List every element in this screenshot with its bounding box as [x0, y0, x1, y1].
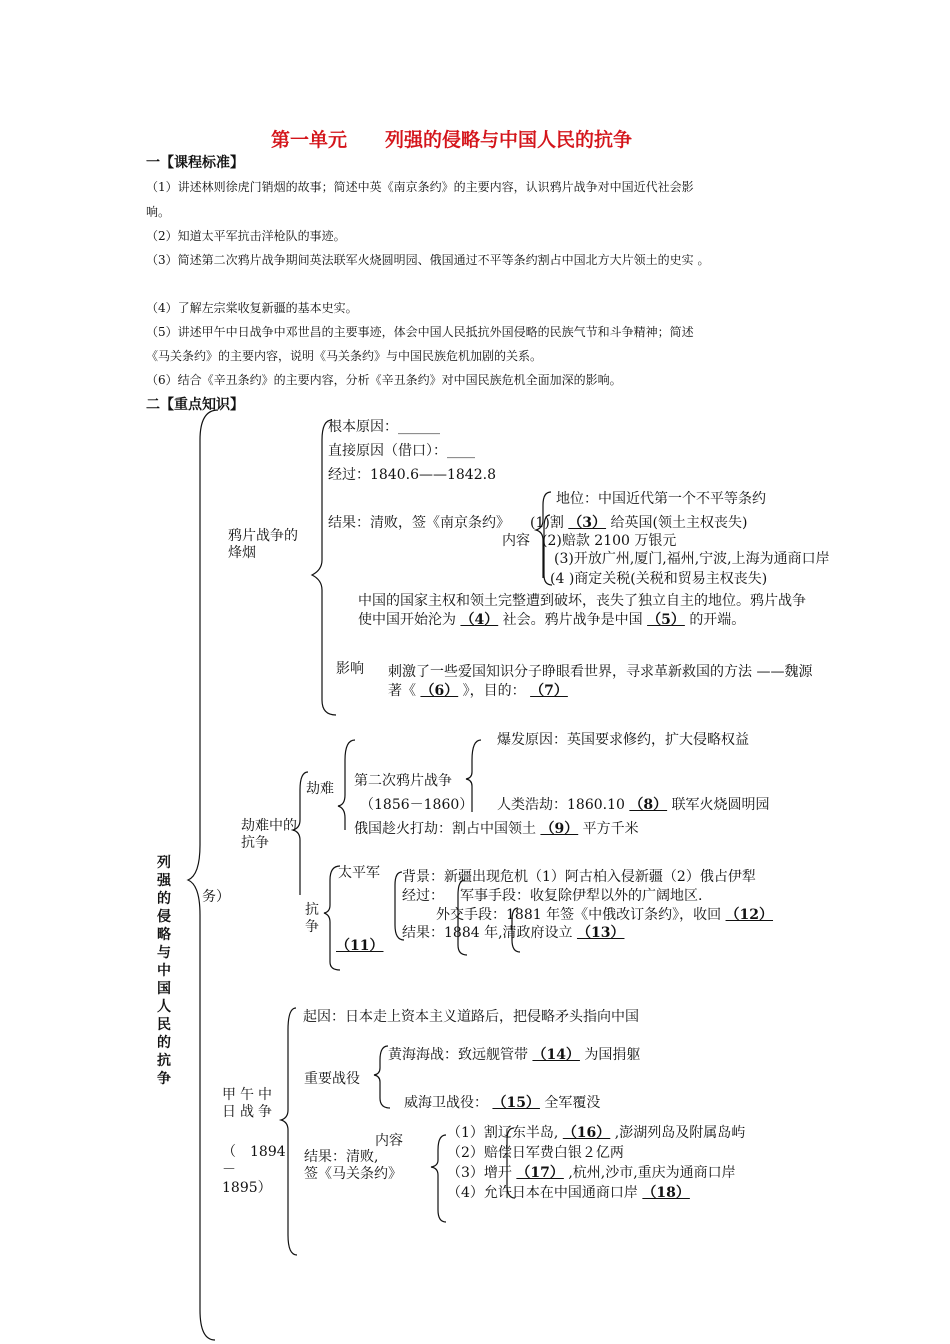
sino-japan-years-start: （ 1894 — [222, 1144, 286, 1160]
blank-16: （16） — [562, 1125, 611, 1141]
maguan-content-label: 内容 — [375, 1133, 403, 1149]
opium-impact-label: 影响 — [336, 661, 364, 677]
blank-14: （14） — [532, 1047, 580, 1063]
impact4-c: 》，目的： — [462, 683, 526, 699]
opium-impact-4 — [388, 680, 568, 700]
blank-4: （4） — [460, 612, 499, 628]
maguan-item-4 — [447, 1182, 690, 1202]
dipl-a: 外交手段：1881 年签《中俄改订条约》，收回 — [436, 907, 722, 923]
nanjing-content-3: (3)开放广州,厦门,福州,宁波,上海为通商口岸 — [554, 551, 830, 567]
xinjiang-diplomacy — [436, 904, 773, 924]
opium-direct-cause: 直接原因（借口）：____ — [328, 443, 475, 459]
nanjing-status: 地位：中国近代第一个不平等条约 — [556, 491, 766, 507]
maguan-item-3 — [447, 1162, 736, 1182]
opium-war-label: 鸦片战争的烽烟 — [228, 528, 298, 561]
impact4-a: 著《 — [388, 683, 416, 699]
war2-years: （1856－1860） — [360, 797, 474, 813]
calamity-c: 联军火烧圆明园 — [671, 797, 770, 813]
calamity-a: 人类浩劫：1860.10 — [497, 797, 625, 813]
maguan-brace — [431, 1135, 446, 1222]
sino-japan-result-2: 签《马关条约》 — [304, 1166, 402, 1182]
war2-calamity — [497, 794, 770, 814]
curriculum-item-1: （1）讲述林则徐虎门销烟的故事；简述中英《南京条约》的主要内容，认识鸦片战争对中国近代社会影 — [146, 180, 694, 194]
opium-result: 结果：清败，签《南京条约》 — [328, 515, 510, 531]
xinjiang-background: 背景：新疆出现危机（1）阿古柏入侵新疆（2）俄占伊犁 — [402, 869, 756, 885]
m4-a: （4）允许日本在中国通商口岸 — [447, 1185, 638, 1201]
m3-c: ,杭州,沙市,重庆为通商口岸 — [568, 1165, 736, 1181]
opium-process: 经过：1840.6——1842.8 — [328, 467, 496, 483]
impact2-c: 社会。鸦片战争是中国 — [502, 612, 643, 628]
sinojapan-brace — [281, 1008, 297, 1255]
mindmap-root-label: 列强的侵略与中国人民的抗争 — [157, 855, 171, 1087]
blank-7: （7） — [530, 683, 568, 699]
side-fragment: 务） — [202, 889, 230, 905]
blank-12: （12） — [725, 907, 774, 923]
blank-18: （18） — [642, 1185, 690, 1201]
yellow-sea-battle — [388, 1044, 640, 1064]
weihai-c: 全军覆没 — [544, 1095, 601, 1111]
main-brace — [188, 410, 218, 1340]
page-title: 第一单元 列强的侵略与中国人民的抗争 — [271, 129, 633, 151]
war2-cause: 爆发原因：英国要求修约，扩大侵略权益 — [497, 732, 749, 748]
disaster-brace — [338, 740, 355, 830]
sino-japan-result-1: 结果：清败, — [304, 1149, 379, 1165]
sino-japan-cause: 起因：日本走上资本主义道路后，把侵略矛头指向中国 — [303, 1009, 639, 1025]
opium-impact-2 — [358, 609, 745, 629]
resist-label: 抗争 — [305, 902, 319, 935]
m3-a: （3）增开 — [447, 1165, 512, 1181]
yellow-c: 为国捐躯 — [584, 1047, 641, 1063]
sino-japan-years-end: 1895） — [222, 1180, 272, 1196]
blank-13: （13） — [576, 925, 625, 941]
impact2-e: 的开端。 — [689, 612, 746, 628]
blank-11: （11） — [336, 938, 384, 954]
maguan-item-2: （2）赔偿日军费白银２亿两 — [447, 1145, 624, 1161]
section-curriculum-heading: 一【课程标准】 — [146, 155, 244, 171]
impact2-a: 使中国开始沦为 — [358, 612, 456, 628]
res-a: 结果：1884 年,清政府设立 — [402, 925, 573, 941]
curriculum-item-1-cont: 响。 — [146, 205, 171, 219]
weihai-a: 威海卫战役： — [404, 1095, 488, 1111]
xinjiang-military: 军事手段：收复除伊犁以外的广阔地区. — [460, 888, 703, 904]
opium-impact-3: 刺激了一些爱国知识分子睁眼看世界，寻求革新救国的方法 ——魏源 — [388, 664, 813, 680]
blank-5: （5） — [647, 612, 685, 628]
curriculum-item-5-cont: 《马关条约》的主要内容，说明《马关条约》与中国民族危机加剧的关系。 — [146, 349, 543, 363]
blank-3: （3） — [568, 515, 607, 531]
disaster-label: 劫难 — [306, 781, 334, 797]
curriculum-item-5: （5）讲述甲午中日战争中邓世昌的主要事迹，体会中国人民抵抗外国侵略的民族气节和斗争精神；简述 — [146, 325, 694, 339]
m1-a: （1）割辽东半岛, — [447, 1125, 559, 1141]
blank-6: （6） — [420, 683, 459, 699]
nanjing-content-1 — [530, 512, 747, 532]
blank-15: （15） — [492, 1095, 540, 1111]
nanjing-content-2: (2)赔款 2100 万银元 — [542, 533, 677, 549]
sino-japan-battles-label: 重要战役 — [304, 1071, 360, 1087]
russia-c: 平方千米 — [582, 821, 639, 837]
m1-c: ,澎湖列岛及附属岛屿 — [614, 1125, 746, 1141]
blank-8: （8） — [629, 797, 668, 813]
nanjing-content-4: (4 )商定关税(关税和贸易主权丧失) — [550, 571, 768, 587]
yellow-a: 黄海海战：致远舰管带 — [388, 1047, 528, 1063]
sino-japan-years-dash: － — [222, 1162, 236, 1178]
opium-impact-1: 中国的国家主权和领土完整遭到破坏，丧失了独立自主的地位。鸦片战争 — [358, 593, 806, 609]
curriculum-item-6: （6）结合《辛丑条约》的主要内容，分析《辛丑条约》对中国民族危机全面加深的影响。 — [146, 373, 622, 387]
rescue-label: 劫难中的抗争 — [241, 818, 297, 851]
section-keypoints-heading: 二【重点知识】 — [146, 397, 244, 413]
weihai-battle — [404, 1092, 600, 1112]
war2-label: 第二次鸦片战争 — [354, 773, 452, 789]
c1-prefix: (1)割 — [530, 515, 564, 531]
nanjing-content-label: 内容 — [502, 533, 530, 549]
c1-suffix: 给英国(领土主权丧失) — [610, 515, 748, 531]
curriculum-item-3: （3）简述第二次鸦片战争期间英法联军火烧圆明园、俄国通过不平等条约割占中国北方大片领土的史实 。 — [146, 253, 710, 267]
xinjiang-process-label: 经过： — [402, 888, 444, 904]
blank-9: （9） — [540, 821, 579, 837]
blank-17: （17） — [516, 1165, 564, 1181]
curriculum-item-4: （4）了解左宗棠收复新疆的基本史实。 — [146, 301, 358, 315]
curriculum-item-2: （2）知道太平军抗击洋枪队的事迹。 — [146, 229, 346, 243]
xinjiang-result — [402, 922, 624, 942]
russia-seize — [354, 818, 639, 838]
opium-root-cause: 根本原因：______ — [328, 419, 440, 435]
maguan-item-1 — [447, 1122, 745, 1142]
sino-japan-label: 甲午中日战争 — [222, 1087, 276, 1120]
russia-a: 俄国趁火打劫：割占中国领土 — [354, 821, 536, 837]
taiping-label: 太平军 — [338, 865, 380, 881]
